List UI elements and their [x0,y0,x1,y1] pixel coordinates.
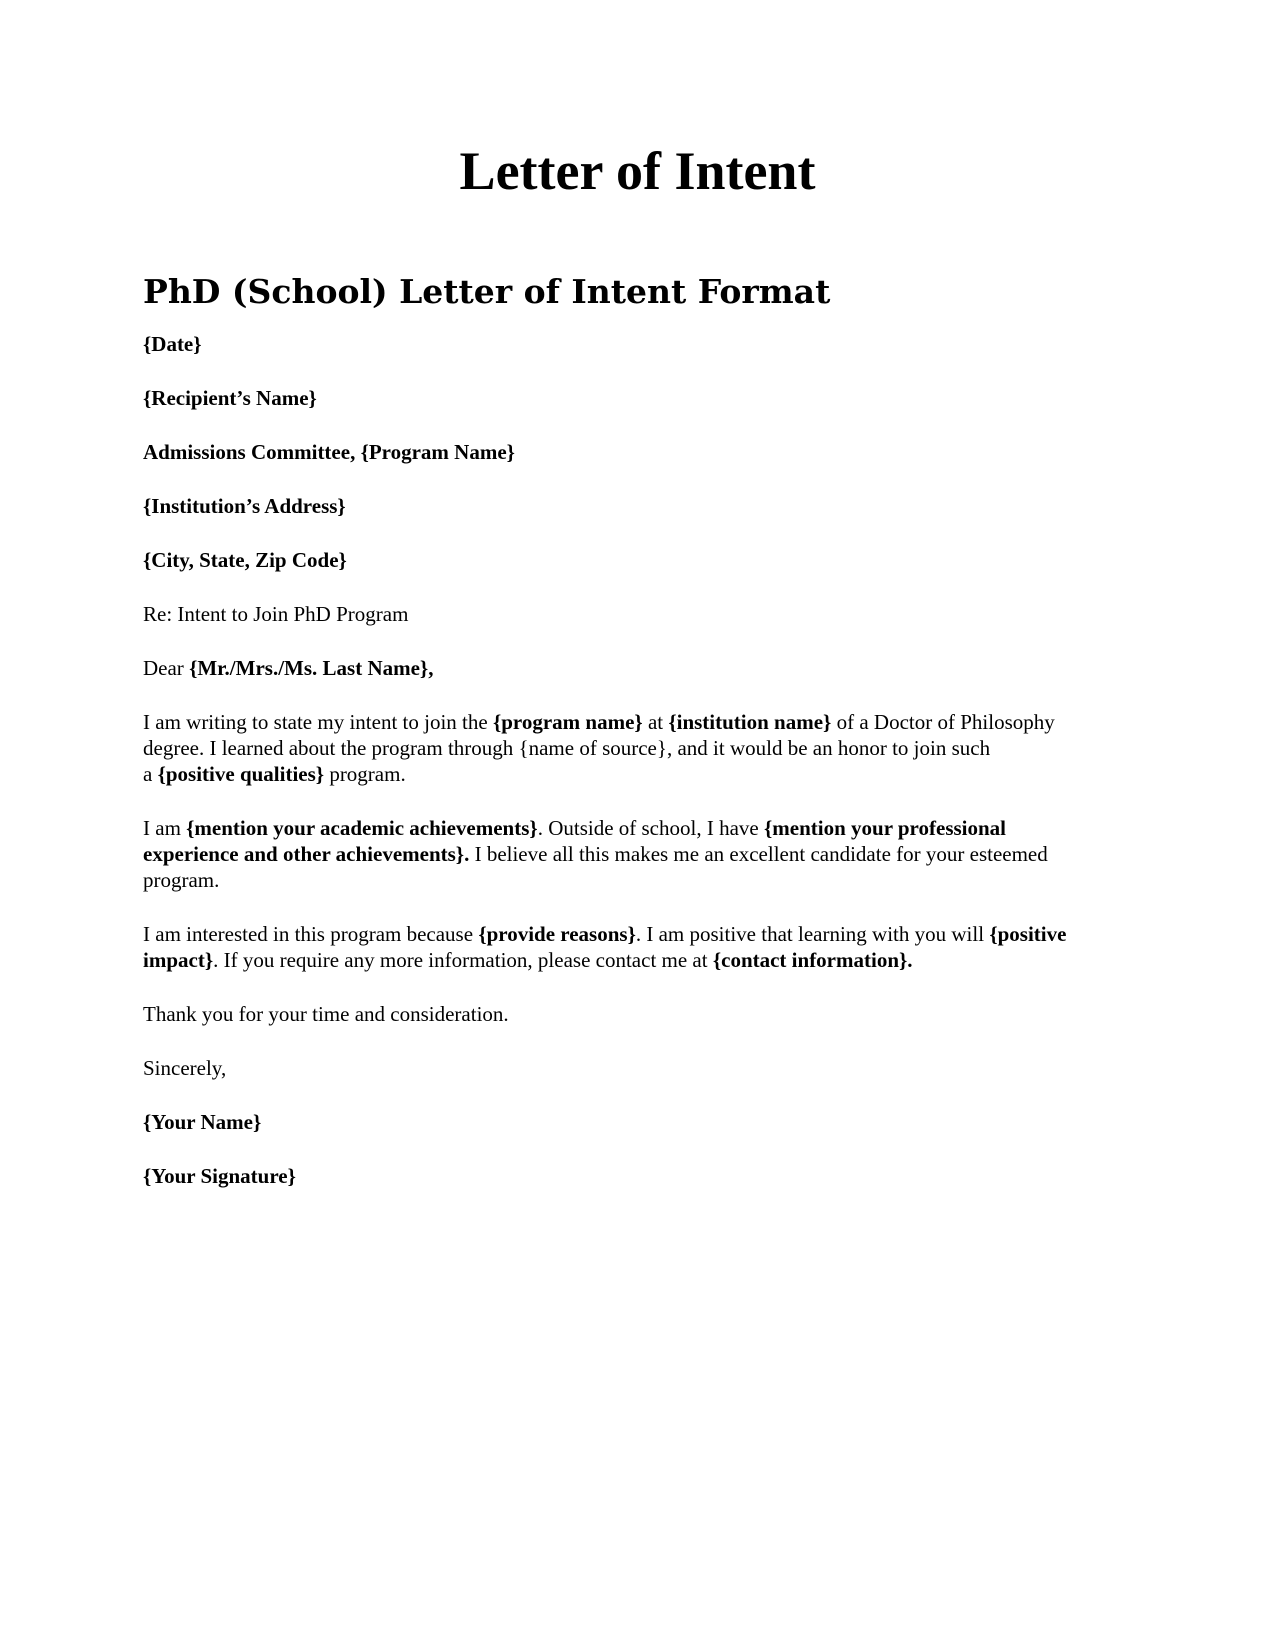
your-signature-line [143,1163,1132,1189]
placeholder-text: experience and other achievements}. [143,842,470,866]
text-run: I am interested in this program because [143,922,479,946]
placeholder-text: {City, State, Zip Code} [143,548,347,572]
placeholder-text: {mention your professional [763,816,1007,840]
placeholder-text: {contact information}. [712,948,913,972]
placeholder-text: {institution name} [668,710,832,734]
placeholder-text: {Recipient’s Name} [143,386,317,410]
placeholder-text: impact} [143,948,214,972]
text-run: of a Doctor of Philosophy [831,710,1055,734]
section-heading: PhD (School) Letter of Intent Format [143,272,831,311]
achievements-paragraph [143,815,1132,893]
text-run: Sincerely, [143,1056,227,1080]
text-run: . I am positive that learning with you will [635,922,990,946]
thanks-line [143,1001,1132,1027]
date-line [143,331,1132,357]
text-run: Re: Intent to Join PhD Program [143,602,409,626]
text-run: . If you require any more information, please contact me at [213,948,713,972]
placeholder-text: {program name} [492,710,643,734]
text-run: degree. I learned about the program through {name of source}, and it would be an honor to join such [143,736,991,760]
subject-line [143,601,1132,627]
text-run: I believe all this makes me an excellent candidate for your esteemed [469,842,1048,866]
text-run: at [642,710,669,734]
closing-line [143,1055,1132,1081]
text-run: I am writing to state my intent to join the [143,710,493,734]
placeholder-text: {provide reasons} [478,922,636,946]
salutation-line [143,655,1132,681]
placeholder-text: {positive [989,922,1067,946]
text-run: . Outside of school, I have [537,816,764,840]
institution-address-line [143,493,1132,519]
interest-paragraph [143,921,1132,973]
city-state-zip-line [143,547,1132,573]
placeholder-text: {mention your academic achievements} [186,816,538,840]
placeholder-text: {Mr./Mrs./Ms. Last Name}, [189,656,434,680]
your-name-line [143,1109,1132,1135]
text-run: program. [324,762,406,786]
text-run: program. [143,868,220,892]
placeholder-text: {positive qualities} [157,762,325,786]
recipient-name-line [143,385,1132,411]
text-run: Dear [143,656,190,680]
placeholder-text: Admissions Committee, {Program Name} [143,440,515,464]
intro-paragraph [143,709,1132,787]
placeholder-text: {Your Name} [143,1110,262,1134]
placeholder-text: {Date} [143,332,202,356]
placeholder-text: {Institution’s Address} [143,494,346,518]
letter-body [143,331,1132,1189]
committee-line [143,439,1132,465]
text-run: I am [143,816,187,840]
text-run: a [143,762,158,786]
placeholder-text: {Your Signature} [143,1164,296,1188]
document-title: Letter of Intent [459,141,816,201]
text-run: Thank you for your time and consideration. [143,1002,509,1026]
